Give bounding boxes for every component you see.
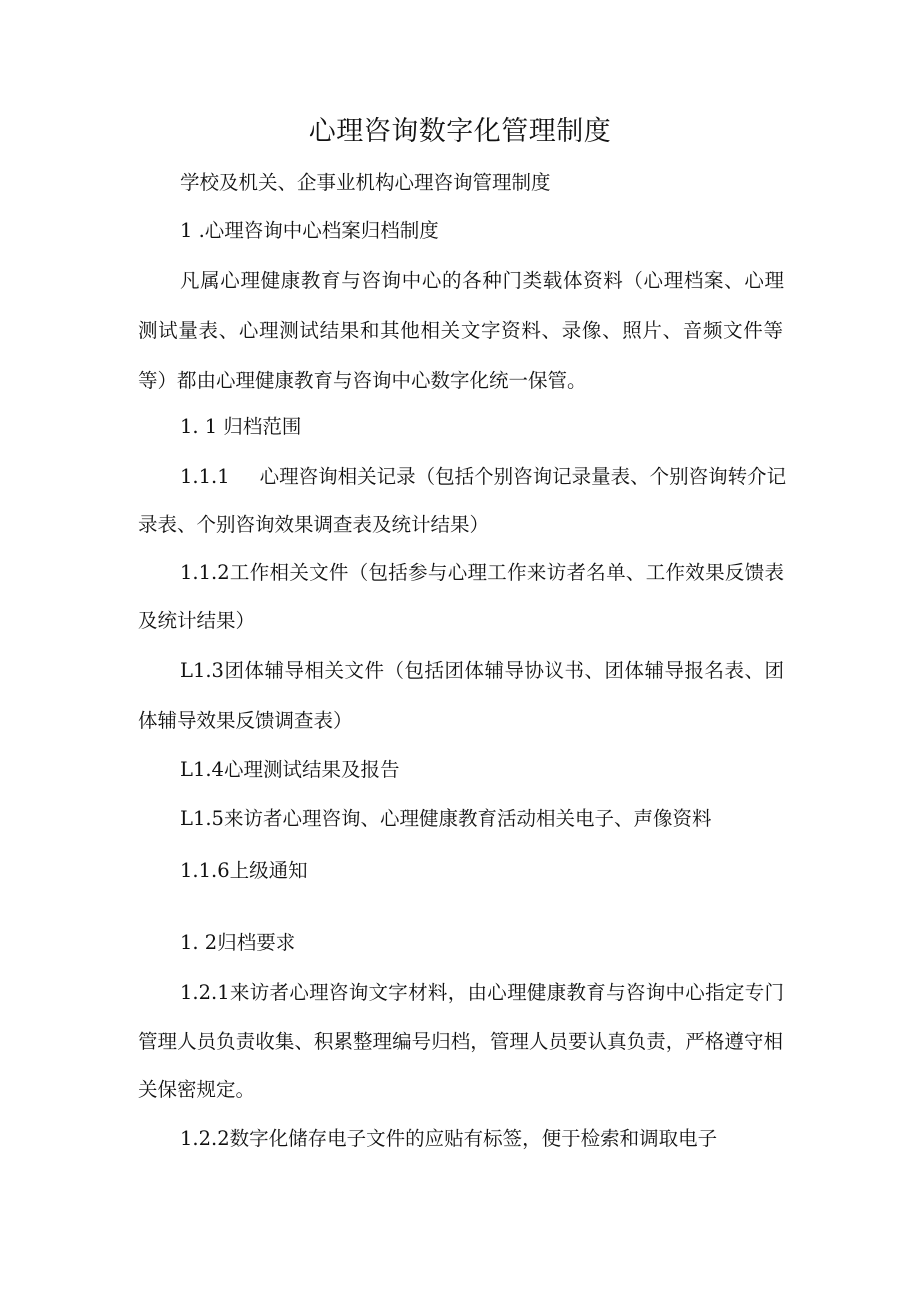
- paragraph-line-1-2-2: 1.2.2数字化储存电子文件的应贴有标签，便于检索和调取电子: [180, 1127, 718, 1150]
- paragraph-line: 体辅导效果反馈调查表）: [138, 709, 353, 732]
- document-title: 心理咨询数字化管理制度: [308, 116, 612, 147]
- subtitle-line: 学校及机关、企事业机构心理咨询管理制度: [180, 171, 551, 194]
- subsection-heading-1-1: 1. 1 归档范围: [180, 415, 302, 438]
- item-number: 1.1.1: [180, 465, 230, 488]
- paragraph-line-1-1-6: 1.1.6上级通知: [180, 859, 308, 882]
- paragraph-line: 等）都由心理健康教育与咨询中心数字化统一保管。: [138, 369, 587, 392]
- paragraph-line: 凡属心理健康教育与咨询中心的各种门类载体资料（心理档案、心理: [180, 269, 784, 292]
- item-text: 心理咨询相关记录（包括个别咨询记录量表、个别咨询转介记: [259, 465, 787, 488]
- paragraph-line-1-1-3: L1.3团体辅导相关文件（包括团体辅导协议书、团体辅导报名表、团: [180, 659, 784, 682]
- paragraph-line: 及统计结果）: [138, 609, 256, 632]
- paragraph-line: 测试量表、心理测试结果和其他相关文字资料、录像、照片、音频文件等: [138, 319, 783, 342]
- paragraph-line: 管理人员负责收集、积累整理编号归档，管理人员要认真负责，严格遵守相: [138, 1030, 783, 1053]
- paragraph-line-1-1-5: L1.5来访者心理咨询、心理健康教育活动相关电子、声像资料: [180, 807, 712, 830]
- paragraph-line-1-1-4: L1.4心理测试结果及报告: [180, 758, 400, 781]
- subsection-heading-1-2: 1. 2归档要求: [180, 931, 296, 954]
- paragraph-line-1-1-2: 1.1.2工作相关文件（包括参与心理工作来访者名单、工作效果反馈表: [180, 561, 784, 584]
- paragraph-line-1-1-1: [180, 462, 787, 492]
- paragraph-line-1-2-1: 1.2.1来访者心理咨询文字材料，由心理健康教育与咨询中心指定专门: [180, 981, 784, 1004]
- section-heading-1: 1 .心理咨询中心档案归档制度: [180, 219, 439, 242]
- paragraph-line: 录表、个别咨询效果调查表及统计结果）: [138, 513, 490, 536]
- paragraph-line: 关保密规定。: [138, 1078, 256, 1101]
